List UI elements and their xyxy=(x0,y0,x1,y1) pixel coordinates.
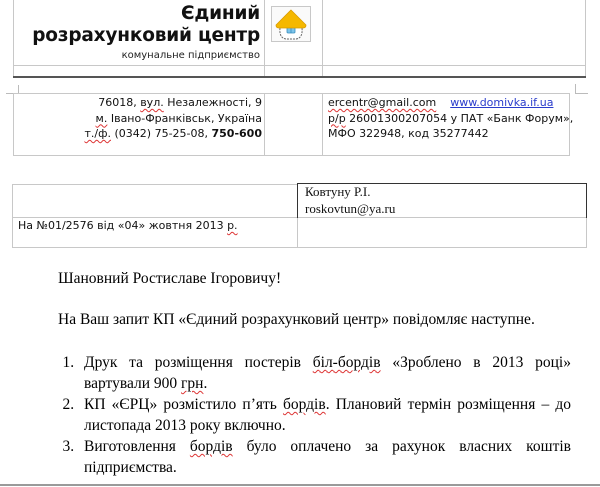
table-border xyxy=(12,184,13,248)
table-border xyxy=(322,93,323,156)
margin-mark xyxy=(575,93,588,94)
org-address xyxy=(84,95,262,142)
greeting: Шановний Ростиславе Ігоровичу! xyxy=(58,270,282,287)
contact-line-account: р/р 26001300207054 у ПАТ «Банк Форум», xyxy=(328,111,574,125)
intro-paragraph: На Ваш запит КП «Єдиний розрахунковий центр» повідомляє наступне. xyxy=(58,311,535,328)
table-border xyxy=(264,93,265,156)
org-type: комунальне підприємство xyxy=(121,50,260,61)
contact-line-web xyxy=(328,95,573,111)
address-phone: т./ф. (0342) 75-25-08, 750-600 xyxy=(84,127,262,140)
org-contacts xyxy=(328,95,573,142)
page-edge xyxy=(0,484,600,486)
table-border xyxy=(13,65,585,66)
recipient-name: Ковтуну Р.І. xyxy=(305,184,371,199)
margin-mark xyxy=(575,84,576,93)
org-name xyxy=(32,3,260,47)
email-link[interactable]: ercentr@gmail.com xyxy=(328,96,437,109)
website-link[interactable]: www.domivka.if.ua xyxy=(450,96,554,109)
reference-line: На №01/2576 від «04» жовтня 2013 р. xyxy=(18,219,238,232)
house-icon xyxy=(271,6,311,42)
org-name-line1: Єдиний xyxy=(181,3,260,24)
numbered-list xyxy=(30,352,571,478)
recipient xyxy=(305,183,395,217)
recipient-email[interactable]: roskovtun@ya.ru xyxy=(305,201,396,216)
table-border xyxy=(12,247,587,248)
list-item: 2. КП «ЄРЦ» розмістило п’ять бордів. Плановий термін розміщення – до листопада 2013 року включно. xyxy=(78,394,571,436)
org-name-line2: розрахунковий центр xyxy=(32,25,260,46)
table-border xyxy=(298,217,586,218)
table-border xyxy=(12,184,298,185)
list-item: 1. Друк та розміщення постерів біл-бордів «Зроблено в 2013 році» вартували 900 грн. xyxy=(78,352,571,394)
list-item: 3. Виготовлення бордів було оплачено за рахунок власних коштів підприємства. xyxy=(78,436,571,478)
table-border xyxy=(297,217,298,248)
table-border xyxy=(586,217,587,248)
contact-line-mfo: МФО 322948, код 35277442 xyxy=(328,127,489,140)
table-border xyxy=(585,0,586,77)
address-street: 76018, вул. Незалежності, 9 xyxy=(98,96,262,109)
header-rule xyxy=(13,76,586,78)
table-border xyxy=(13,93,14,156)
address-city: м. Івано-Франківськ, Україна xyxy=(95,111,262,125)
table-border xyxy=(13,93,570,94)
table-border xyxy=(13,155,570,156)
